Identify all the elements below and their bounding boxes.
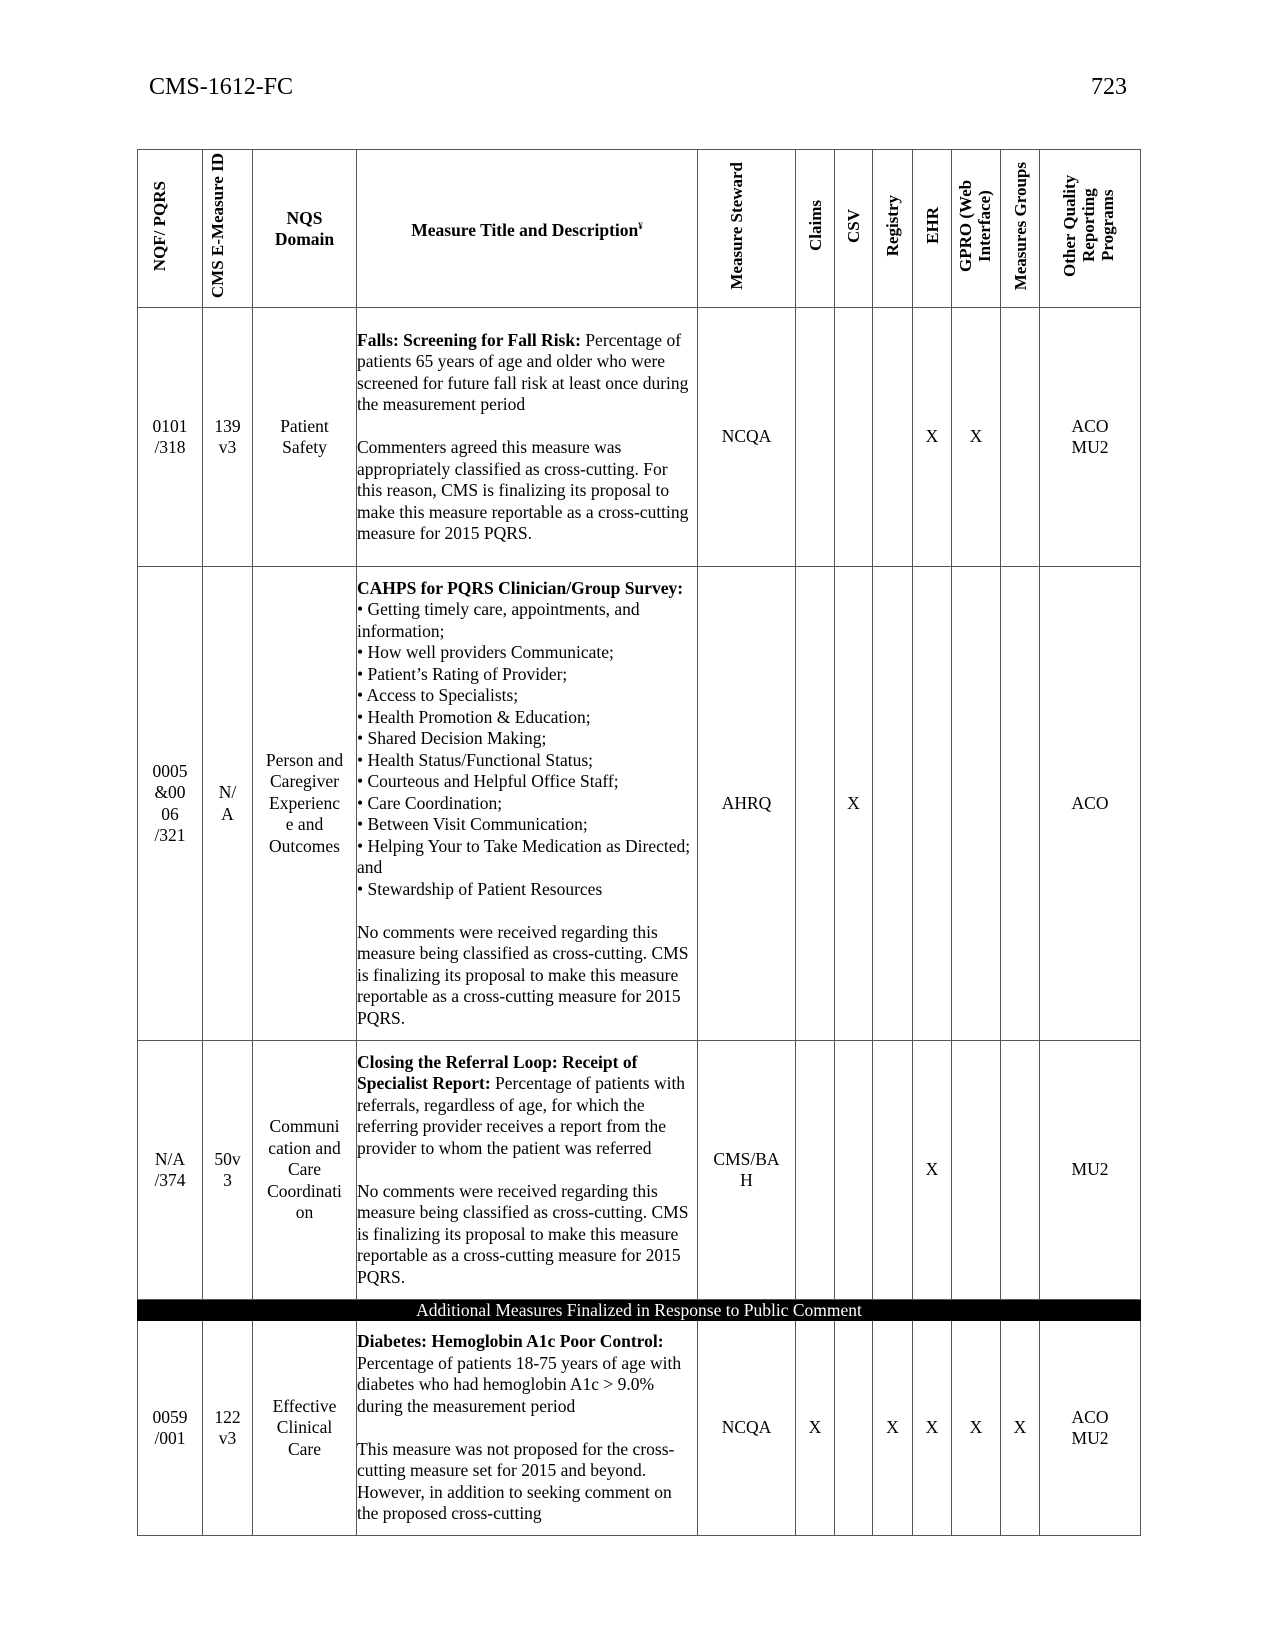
- list-item: • Shared Decision Making;: [357, 728, 547, 749]
- other-programs-cell: ACO: [1040, 567, 1141, 1041]
- table-row: [138, 308, 1141, 567]
- registry-cell: X: [873, 1321, 913, 1536]
- cms-id-cell: 50v 3: [203, 1041, 253, 1300]
- csv-cell: [835, 1321, 873, 1536]
- measure-description: Percentage of patients 18-75 years of age with diabetes who had hemoglobin A1c > 9.0% during the measurement period: [357, 1352, 682, 1416]
- other-programs-cell: ACO MU2: [1040, 1321, 1141, 1536]
- description-cell: [357, 308, 698, 567]
- list-item: • Health Status/Functional Status;: [357, 749, 594, 770]
- nqf-cell: 0101 /318: [138, 308, 203, 567]
- domain-cell: Person and Caregiver Experienc e and Outcomes: [253, 567, 357, 1041]
- description-cell: [357, 567, 698, 1041]
- other-programs-cell: ACO MU2: [1040, 308, 1141, 567]
- measures-groups-cell: [1001, 567, 1040, 1041]
- col-header-cms-id: CMS E-Measure ID: [203, 150, 253, 308]
- measures-groups-cell: [1001, 308, 1040, 567]
- list-item: • Stewardship of Patient Resources: [357, 878, 603, 899]
- registry-cell: [873, 567, 913, 1041]
- list-item: • Courteous and Helpful Office Staff;: [357, 771, 619, 792]
- measure-title: Diabetes: Hemoglobin A1c Poor Control:: [357, 1331, 664, 1352]
- cms-id-cell: N/ A: [203, 567, 253, 1041]
- list-item: • How well providers Communicate;: [357, 642, 614, 663]
- list-item: • Helping Your to Take Medication as Directed; and: [357, 835, 691, 878]
- survey-item-list: [357, 599, 697, 900]
- list-item: • Health Promotion & Education;: [357, 706, 591, 727]
- measure-title: CAHPS for PQRS Clinician/Group Survey:: [357, 577, 684, 598]
- nqf-cell: 0059 /001: [138, 1321, 203, 1536]
- cms-id-cell: 122 v3: [203, 1321, 253, 1536]
- nqf-cell: N/A /374: [138, 1041, 203, 1300]
- measure-title: Closing the Referral Loop: Receipt of Specialist Report:: [357, 1051, 638, 1094]
- section-band-label: Additional Measures Finalized in Response to Public Comment: [138, 1300, 1141, 1321]
- list-item: • Patient’s Rating of Provider;: [357, 663, 568, 684]
- csv-cell: X: [835, 567, 873, 1041]
- list-item: • Getting timely care, appointments, and information;: [357, 599, 640, 641]
- steward-cell: NCQA: [698, 1321, 796, 1536]
- col-header-ehr: EHR: [913, 150, 952, 308]
- nqf-cell: 0005 &00 06 /321: [138, 567, 203, 1041]
- col-header-steward: Measure Steward: [698, 150, 796, 308]
- description-cell: [357, 1041, 698, 1300]
- measure-description: Percentage of patients 65 years of age and older who were screened for future fall risk at least once during the measurement period: [357, 329, 689, 414]
- col-header-gpro: GPRO (Web Interface): [952, 150, 1001, 308]
- measures-groups-cell: X: [1001, 1321, 1040, 1536]
- csv-cell: [835, 1041, 873, 1300]
- domain-cell: Patient Safety: [253, 308, 357, 567]
- other-programs-cell: MU2: [1040, 1041, 1141, 1300]
- document-id: CMS-1612-FC: [149, 74, 294, 100]
- measure-comment: No comments were received regarding this measure being classified as cross-cutting. CMS is finalizing its proposal to make this measure reportable as a cross-cutting measure for 2015 PQRS.: [357, 921, 689, 1028]
- col-header-measures-groups: Measures Groups: [1001, 150, 1040, 308]
- page-number: 723: [1091, 74, 1127, 100]
- list-item: • Between Visit Communication;: [357, 814, 588, 835]
- ehr-cell: X: [913, 1041, 952, 1300]
- measure-title: Falls: Screening for Fall Risk:: [357, 329, 581, 350]
- ehr-cell: X: [913, 308, 952, 567]
- table-row: [138, 1041, 1141, 1300]
- col-header-claims: Claims: [796, 150, 835, 308]
- steward-cell: AHRQ: [698, 567, 796, 1041]
- gpro-cell: [952, 567, 1001, 1041]
- steward-cell: NCQA: [698, 308, 796, 567]
- claims-cell: X: [796, 1321, 835, 1536]
- measure-comment: No comments were received regarding this measure being classified as cross-cutting. CMS is finalizing its proposal to make this measure reportable as a cross-cutting measure for 2015 PQRS.: [357, 1180, 689, 1287]
- header-row: [138, 150, 1141, 308]
- measures-groups-cell: [1001, 1041, 1040, 1300]
- measure-comment: Commenters agreed this measure was appropriately classified as cross-cutting. For this reason, CMS is finalizing its proposal to make this measure reportable as a cross-cutting measure for 2015 PQRS.: [357, 437, 689, 543]
- registry-cell: [873, 308, 913, 567]
- claims-cell: [796, 567, 835, 1041]
- ehr-cell: [913, 567, 952, 1041]
- col-header-other-programs: Other Quality Reporting Programs: [1040, 150, 1141, 308]
- col-header-nqf: NQF/ PQRS: [138, 150, 203, 308]
- table-row: [138, 567, 1141, 1041]
- gpro-cell: X: [952, 308, 1001, 567]
- csv-cell: [835, 308, 873, 567]
- table-row: [138, 1321, 1141, 1536]
- section-band: [138, 1300, 1141, 1321]
- ehr-cell: X: [913, 1321, 952, 1536]
- gpro-cell: X: [952, 1321, 1001, 1536]
- list-item: • Access to Specialists;: [357, 685, 519, 706]
- domain-cell: Communi cation and Care Coordinati on: [253, 1041, 357, 1300]
- col-header-measure-title: Measure Title and Description¥: [357, 150, 698, 308]
- domain-cell: Effective Clinical Care: [253, 1321, 357, 1536]
- col-header-csv: CSV: [835, 150, 873, 308]
- gpro-cell: [952, 1041, 1001, 1300]
- measure-comment: This measure was not proposed for the cross-cutting measure set for 2015 and beyond. However, in addition to seeking comment on the proposed cross-cutting: [357, 1438, 675, 1524]
- col-header-registry: Registry: [873, 150, 913, 308]
- claims-cell: [796, 308, 835, 567]
- description-cell: [357, 1321, 698, 1536]
- claims-cell: [796, 1041, 835, 1300]
- list-item: • Care Coordination;: [357, 792, 503, 813]
- steward-cell: CMS/BA H: [698, 1041, 796, 1300]
- col-header-nqs-domain: NQS Domain: [253, 150, 357, 308]
- cms-id-cell: 139 v3: [203, 308, 253, 567]
- measure-description: Percentage of patients with referrals, regardless of age, for which the referring provider receives a report from the provider to whom the patient was referred: [357, 1073, 686, 1158]
- registry-cell: [873, 1041, 913, 1300]
- measures-table: [137, 149, 1141, 1536]
